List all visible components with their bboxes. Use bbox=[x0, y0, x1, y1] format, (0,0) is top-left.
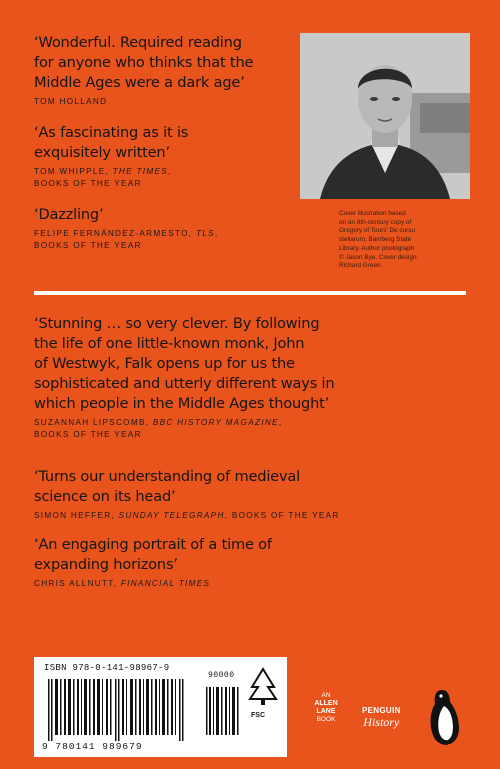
attribution-name: SUZANNAH LIPSCOMB, bbox=[34, 418, 153, 427]
credit-line: on an 8th-century copy of bbox=[339, 218, 412, 226]
credit-line: Richard Green. bbox=[339, 262, 383, 270]
publisher-series: History bbox=[363, 715, 400, 729]
attribution-suffix: , bbox=[168, 167, 172, 176]
fsc-tree-icon bbox=[246, 665, 280, 713]
quote-2 bbox=[34, 123, 188, 190]
attribution-name: CHRIS ALLNUTT, bbox=[34, 579, 121, 588]
quote-line: ‘Turns our understanding of medieval bbox=[34, 468, 300, 485]
quote-line: ‘Dazzling’ bbox=[34, 206, 104, 223]
attribution-name: FELIPE FERNÁNDEZ-ARMESTO, bbox=[34, 229, 196, 238]
quote-1-text bbox=[34, 33, 253, 93]
isbn-label: ISBN 978-0-141-98967-9 bbox=[44, 663, 170, 673]
price-code: 90000 bbox=[208, 671, 235, 680]
quote-5-text bbox=[34, 467, 340, 507]
penguin-logo-icon bbox=[428, 688, 464, 748]
credit-line: Cover illustration based bbox=[339, 210, 406, 217]
attribution-publication: SUNDAY TELEGRAPH bbox=[118, 511, 225, 520]
section-divider bbox=[34, 291, 466, 295]
attribution-line2: BOOKS OF THE YEAR bbox=[34, 430, 142, 439]
author-photo bbox=[300, 33, 470, 199]
publisher-wordmark bbox=[362, 706, 401, 730]
quote-line: the life of one little-known monk, John bbox=[34, 335, 305, 352]
quote-1-attribution: TOM HOLLAND bbox=[34, 97, 108, 106]
attribution-suffix: , bbox=[278, 418, 283, 427]
quote-line: of Westwyk, Falk opens up for us the bbox=[34, 355, 295, 372]
quote-4-text bbox=[34, 314, 334, 414]
quote-line: for anyone who thinks that the bbox=[34, 54, 254, 71]
quote-line: ‘Stunning … so very clever. By following bbox=[34, 315, 320, 332]
imprint-allen: ALLEN bbox=[314, 700, 338, 707]
attribution-suffix: , BOOKS OF THE YEAR bbox=[224, 511, 340, 520]
author-portrait-illustration bbox=[300, 33, 470, 199]
quote-line: expanding horizons’ bbox=[34, 556, 178, 573]
attribution-name: TOM WHIPPLE, bbox=[34, 167, 113, 176]
quote-5-attribution bbox=[34, 510, 340, 522]
allen-lane-imprint bbox=[312, 692, 340, 724]
quote-5 bbox=[34, 467, 340, 522]
barcode-number: 9 780141 989679 bbox=[42, 741, 143, 752]
credit-line: © Jason Bye. Cover design: bbox=[339, 253, 419, 261]
attribution-publication: THE TIMES bbox=[112, 167, 168, 176]
attribution-publication: TLS bbox=[195, 229, 215, 238]
quote-line: ‘An engaging portrait of a time of bbox=[34, 536, 272, 553]
quote-4 bbox=[34, 314, 334, 441]
barcode-panel bbox=[34, 657, 287, 757]
price-barcode bbox=[206, 679, 240, 735]
quote-3 bbox=[34, 205, 218, 252]
quote-line: Middle Ages were a dark age’ bbox=[34, 74, 245, 91]
quote-2-attribution bbox=[34, 166, 188, 190]
quote-6-attribution bbox=[34, 578, 272, 590]
quote-3-text bbox=[34, 205, 218, 225]
attribution-line2: BOOKS OF THE YEAR bbox=[34, 179, 142, 188]
quote-line: which people in the Middle Ages thought’ bbox=[34, 395, 330, 412]
credit-line: Gregory of Tours’ De cursu bbox=[339, 227, 416, 235]
imprint-lane: LANE bbox=[316, 708, 336, 715]
attribution-suffix: , bbox=[214, 229, 219, 238]
attribution-line2: BOOKS OF THE YEAR bbox=[34, 241, 142, 250]
quote-line: exquisitely written’ bbox=[34, 144, 170, 161]
isbn-barcode bbox=[48, 679, 198, 741]
cover-credits bbox=[339, 210, 467, 271]
quote-2-text bbox=[34, 123, 188, 163]
quote-line: ‘Wonderful. Required reading bbox=[34, 34, 242, 51]
attribution-publication: BBC HISTORY MAGAZINE bbox=[152, 418, 279, 427]
quote-line: ‘As fascinating as it is bbox=[34, 124, 189, 141]
quote-6-text bbox=[34, 535, 272, 575]
attribution-publication: FINANCIAL TIMES bbox=[120, 579, 211, 588]
quote-line: science on its head’ bbox=[34, 488, 176, 505]
fsc-label: FSC bbox=[251, 712, 265, 719]
quote-4-attribution bbox=[34, 417, 334, 441]
quote-6 bbox=[34, 535, 272, 590]
imprint-book: BOOK bbox=[316, 716, 336, 723]
quote-3-attribution bbox=[34, 228, 218, 252]
attribution-name: SIMON HEFFER, bbox=[34, 511, 119, 520]
credit-line: stellarum, Bamberg State bbox=[339, 236, 412, 244]
quote-1 bbox=[34, 33, 253, 108]
imprint-an: AN bbox=[321, 692, 331, 699]
credit-line: Library. Author photograph bbox=[339, 244, 415, 252]
publisher-name: PENGUIN bbox=[362, 706, 401, 715]
quote-line: sophisticated and utterly different ways in bbox=[34, 375, 335, 392]
